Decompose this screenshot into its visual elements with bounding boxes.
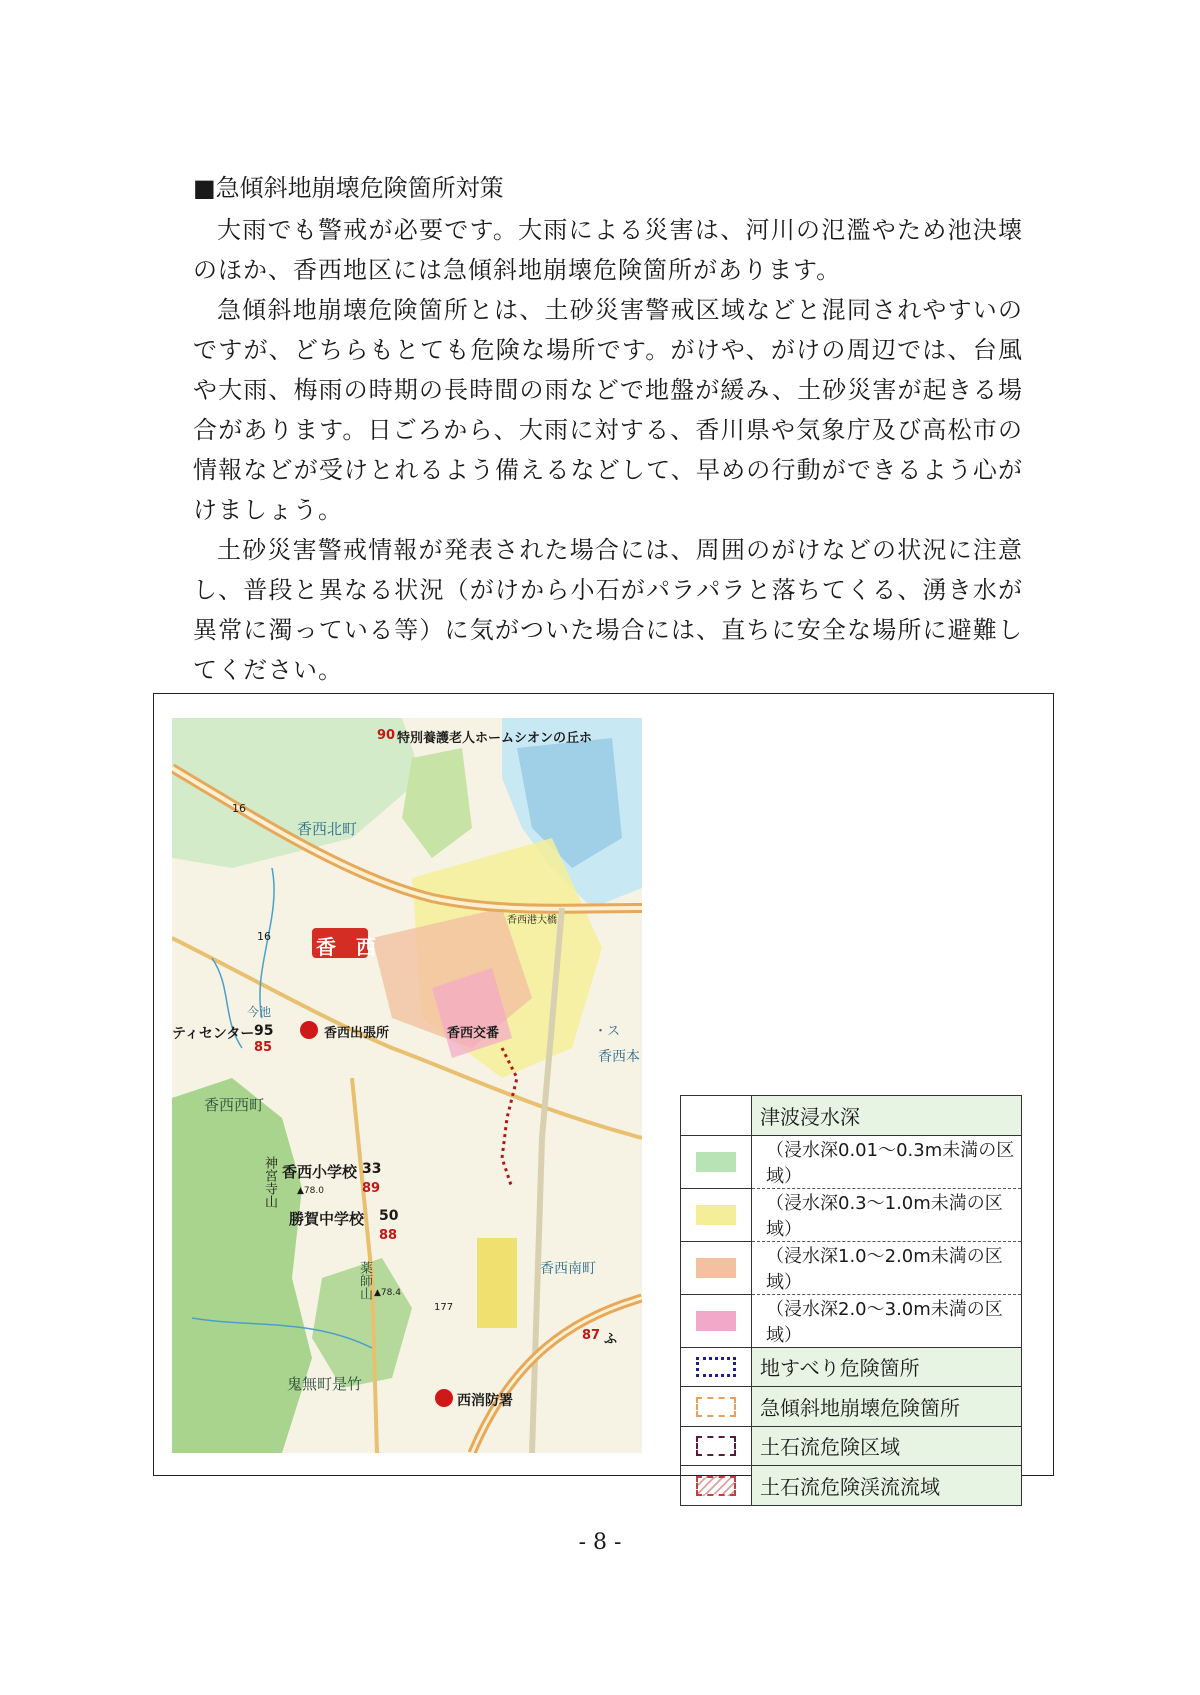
map-graphic — [172, 718, 642, 1453]
label-jingu-yama: 神宮寺山 — [262, 1156, 277, 1208]
hazard-map — [172, 718, 642, 1453]
label-police-box: 香西交番 — [447, 1026, 500, 1041]
label-kouzai-higashi: 香西本 — [598, 1049, 640, 1065]
label-jh-no2: 88 — [379, 1228, 398, 1243]
legend-depth-3: （浸水深1.0～2.0m未満の区域） — [752, 1241, 1022, 1294]
label-kouzai-bridge: 香西港大橋 — [507, 915, 557, 926]
legend-depth-2: （浸水深0.3～1.0m未満の区域） — [752, 1188, 1022, 1241]
page-number: - 8 - — [578, 1530, 622, 1555]
legend-title: 津波浸水深 — [752, 1096, 1022, 1136]
legend-debris-basin: 土石流危険渓流流域 — [752, 1466, 1022, 1506]
label-route177: 177 — [434, 1302, 454, 1313]
legend-steep-slope: 急傾斜地崩壊危険箇所 — [752, 1387, 1022, 1427]
label-yakushi-yama: 薬師山 — [357, 1261, 372, 1300]
legend-debris-zone: 土石流危険区域 — [752, 1426, 1022, 1466]
legend-symbol-landslide — [696, 1357, 736, 1377]
label-jh-no1: 50 — [379, 1208, 399, 1224]
legend-swatch-2 — [696, 1205, 736, 1225]
label-kouzai-nishi: 香西西町 — [204, 1096, 265, 1114]
label-branch-office: 香西出張所 — [324, 1026, 390, 1041]
label-elementary-school: 香西小学校 — [282, 1163, 358, 1181]
label-fire-station: 西消防署 — [457, 1393, 513, 1409]
legend-depth-4: （浸水深2.0～3.0m未満の区域） — [752, 1294, 1022, 1347]
label-elev1: ▲78.0 — [297, 1186, 324, 1196]
label-es-no2: 89 — [362, 1181, 381, 1196]
label-route16a: 16 — [232, 802, 246, 815]
label-kouzai-minami: 香西南町 — [540, 1261, 596, 1277]
section-heading: ■急傾斜地崩壊危険箇所対策 — [193, 174, 504, 202]
paragraph-3: 土砂災害警戒情報が発表された場合には、周囲のがけなどの状況に注意し、普段と異なる状況（がけから小石がパラパラと落ちてくる、湧き水が異常に濁っている等）に気がついた場合には、直ちに安全な場所に避難してください。 — [193, 536, 1023, 684]
area-badge: 香 西 — [316, 935, 376, 959]
body-text — [193, 170, 1023, 690]
label-nursing-home-no: 90 — [377, 728, 396, 743]
label-onashi: 鬼無町是竹 — [287, 1375, 363, 1393]
legend-swatch-3 — [696, 1258, 736, 1278]
legend-symbol-debris-basin — [696, 1476, 736, 1496]
label-cc-no1: 95 — [254, 1023, 274, 1039]
paragraph-2: 急傾斜地崩壊危険箇所とは、土砂災害警戒区域などと混同されやすいのですが、どちらもとても危険な場所です。がけや、がけの周辺では、台風や大雨、梅雨の時期の長時間の雨などで地盤が緩み、土砂災害が起きる場合があります。日ごろから、大雨に対する、香川県や気象庁及び高松市の情報などが受けとれるよう備えるなどして、早めの行動ができるよう心がけましょう。 — [193, 296, 1023, 524]
label-es-no1: 33 — [362, 1161, 382, 1177]
legend-symbol-steep-slope — [696, 1397, 736, 1417]
label-route16b: 16 — [257, 930, 271, 943]
map-legend — [680, 1095, 1022, 1506]
label-imaike: 今池 — [247, 1005, 272, 1019]
label-fu: ふ — [604, 1332, 618, 1347]
label-junior-high: 勝賀中学校 — [289, 1210, 365, 1228]
label-cc-no2: 85 — [254, 1040, 273, 1055]
label-elev2: ▲78.4 — [374, 1288, 401, 1298]
legend-depth-1: （浸水深0.01～0.3m未満の区域） — [752, 1135, 1022, 1188]
legend-symbol-debris-zone — [696, 1436, 736, 1456]
hazard-map-figure — [153, 693, 1054, 1499]
label-community-center: ティセンター — [172, 1026, 255, 1042]
label-su: ・ス — [594, 1024, 621, 1039]
legend-landslide: 地すべり危険箇所 — [752, 1347, 1022, 1387]
label-nursing-home: 特別養護老人ホームシオンの丘ホ — [397, 731, 593, 746]
legend-swatch-4 — [696, 1311, 736, 1331]
legend-swatch-1 — [696, 1152, 736, 1172]
paragraph-1: 大雨でも警戒が必要です。大雨による災害は、河川の氾濫やため池決壊のほか、香西地区には急傾斜地崩壊危険箇所があります。 — [193, 216, 1023, 284]
label-kouzai-kita: 香西北町 — [297, 820, 358, 838]
label-fu-no: 87 — [582, 1328, 601, 1343]
